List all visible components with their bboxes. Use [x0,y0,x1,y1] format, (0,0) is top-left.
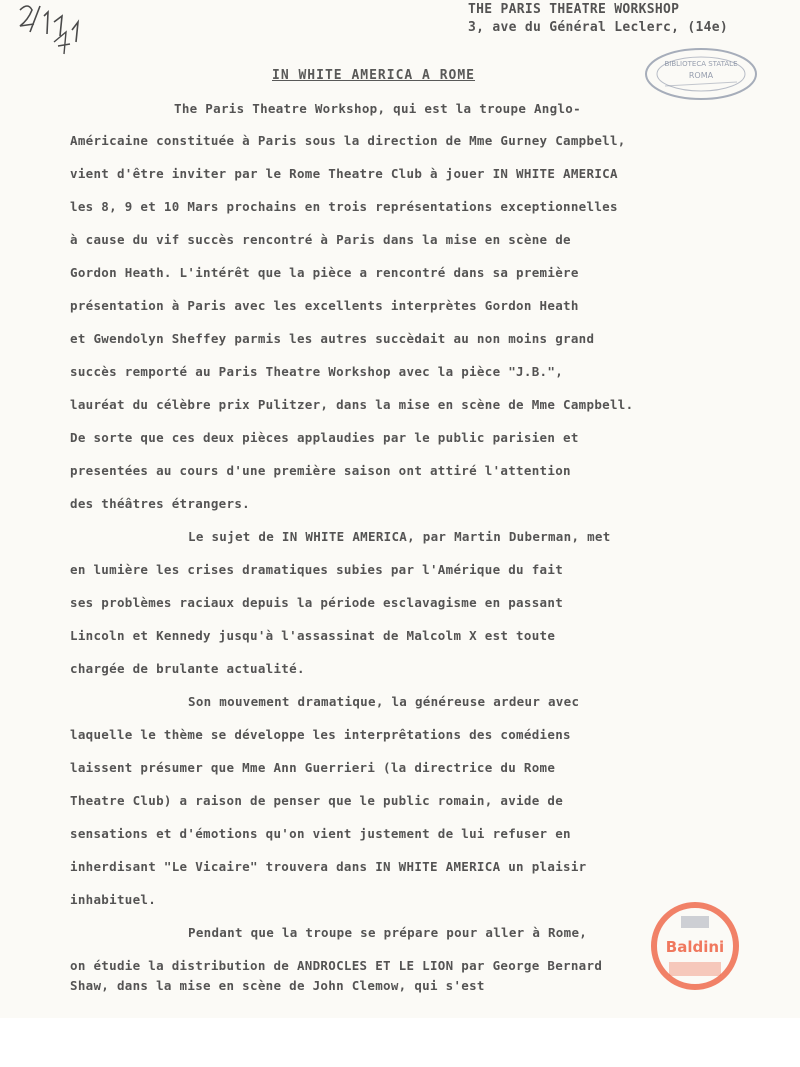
svg-text:Baldini: Baldini [665,938,725,956]
body-line: en lumière les crises dramatiques subies par l'Amérique du fait [70,562,564,577]
body-line: et Gwendolyn Sheffey parmis les autres succèdait au non moins grand [70,331,595,346]
baldini-stamp [651,888,739,1004]
library-stamp [643,46,759,102]
body-line: à cause du vif succès rencontré à Paris dans la mise en scène de [70,232,571,247]
svg-text:ROMA: ROMA [688,71,714,80]
body-line: laissent présumer que Mme Ann Guerrieri (la directrice du Rome [70,760,556,775]
body-line: ses problèmes raciaux depuis la période esclavagisme en passant [70,595,564,610]
body-line: Lincoln et Kennedy jusqu'à l'assassinat de Malcolm X est toute [70,628,556,643]
body-line: présentation à Paris avec les excellents interprètes Gordon Heath [70,298,579,313]
header-address: 3, ave du Général Leclerc, (14e) [468,20,729,35]
document-title: IN WHITE AMERICA A ROME [272,68,476,83]
body-line: Gordon Heath. L'intérêt que la pièce a rencontré dans sa première [70,265,579,280]
body-line: Le sujet de IN WHITE AMERICA, par Martin Duberman, met [188,529,611,544]
body-line: les 8, 9 et 10 Mars prochains en trois représentations exceptionnelles [70,199,618,214]
body-line: vient d'être inviter par le Rome Theatre Club à jouer IN WHITE AMERICA [70,166,618,181]
body-line: Shaw, dans la mise en scène de John Clemow, qui s'est [70,978,485,993]
body-line: chargée de brulante actualité. [70,661,305,676]
body-line: De sorte que ces deux pièces applaudies par le public parisien et [70,430,579,445]
body-line: The Paris Theatre Workshop, qui est la troupe Anglo- [174,101,581,116]
body-line: laquelle le thème se développe les interprêtations des comédiens [70,727,571,742]
page-bottom-margin [0,1018,800,1067]
handwritten-annotation [14,2,84,62]
body-line: on étudie la distribution de ANDROCLES ET LE LION par George Bernard [70,958,603,973]
body-line: des théâtres étrangers. [70,496,250,511]
body-line: Pendant que la troupe se prépare pour aller à Rome, [188,925,588,940]
body-line: succès remporté au Paris Theatre Workshop avec la pièce "J.B.", [70,364,564,379]
body-line: presentées au cours d'une première saison ont attiré l'attention [70,463,571,478]
svg-text:BIBLIOTECA STATALE: BIBLIOTECA STATALE [664,60,738,68]
body-line: lauréat du célèbre prix Pulitzer, dans la mise en scène de Mme Campbell. [70,397,634,412]
body-line: Américaine constituée à Paris sous la direction de Mme Gurney Campbell, [70,133,626,148]
body-line: sensations et d'émotions qu'on vient justement de lui refuser en [70,826,571,841]
header-organization: THE PARIS THEATRE WORKSHOP [468,2,680,17]
body-line: inhabituel. [70,892,157,907]
body-line: inherdisant "Le Vicaire" trouvera dans IN WHITE AMERICA un plaisir [70,859,587,874]
body-line: Theatre Club) a raison de penser que le public romain, avide de [70,793,564,808]
body-line: Son mouvement dramatique, la généreuse ardeur avec [188,694,580,709]
